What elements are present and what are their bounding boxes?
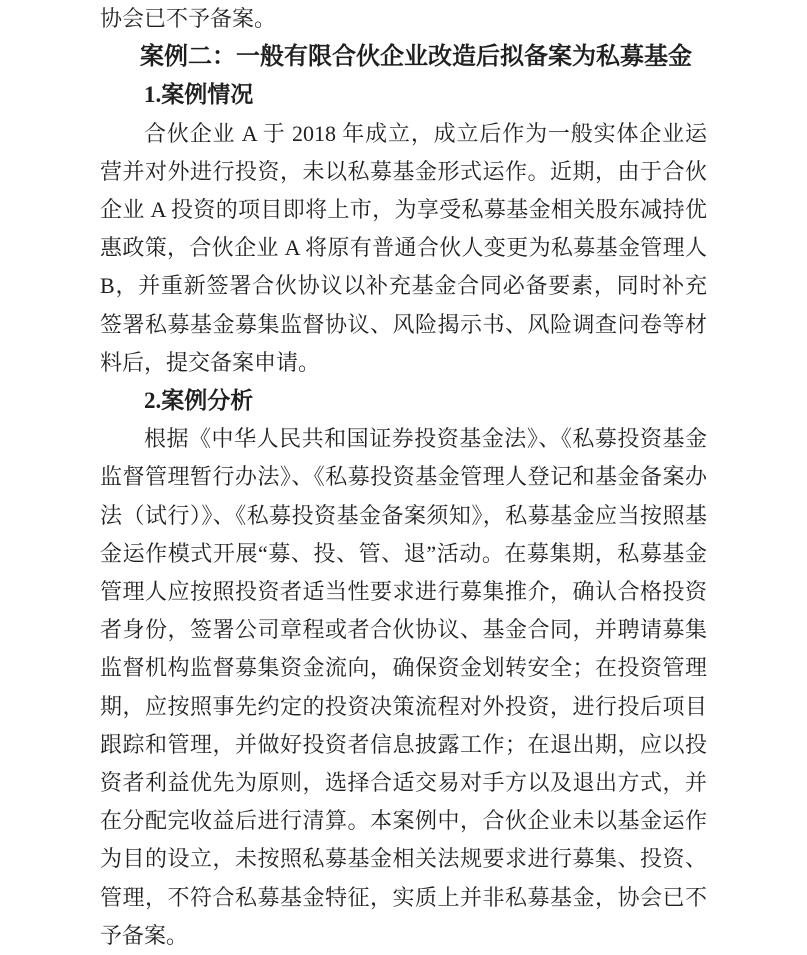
section-heading-1: 1.案例情况	[144, 82, 254, 108]
section-heading-2: 2.案例分析	[144, 388, 254, 414]
case-description-paragraph: 合伙企业 A 于 2018 年成立，成立后作为一般实体企业运营并对外进行投资，未以私募基金形式运作。近期，由于合伙企业 A 投资的项目即将上市，为享受私募基金相关股东减持优惠政策，合伙企业 A 将原有普通合伙人变更为私募基金管理人 B，并重新签署合伙协议以补充基金合同必备要素，同时补充签署私募基金募集监督协议、风险揭示书、风险调查问卷等材料后，提交备案申请。	[100, 120, 707, 375]
case-heading: 案例二：一般有限合伙企业改造后拟备案为私募基金	[140, 44, 692, 71]
case-analysis-paragraph: 根据《中华人民共和国证券投资基金法》、《私募投资基金监督管理暂行办法》、《私募投资基金管理人登记和基金备案办法（试行）》、《私募投资基金备案须知》，私募基金应当按照基金运作模式开展“募、投、管、退”活动。在募集期，私募基金管理人应按照投资者适当性要求进行募集推介，确认合格投资者身份，签署公司章程或者合伙协议、基金合同，并聘请募集监督机构监督募集资金流向，确保资金划转安全；在投资管理期，应按照事先约定的投资决策流程对外投资，进行投后项目跟踪和管理，并做好投资者信息披露工作；在退出期，应以投资者利益优先为原则，选择合适交易对手方以及退出方式，并在分配完收益后进行清算。本案例中，合伙企业未以基金运作为目的设立，未按照私募基金相关法规要求进行募集、投资、管理，不符合私募基金特征，实质上并非私募基金，协会已不予备案。	[100, 426, 707, 948]
paragraph-continuation: 协会已不予备案。	[100, 6, 277, 31]
